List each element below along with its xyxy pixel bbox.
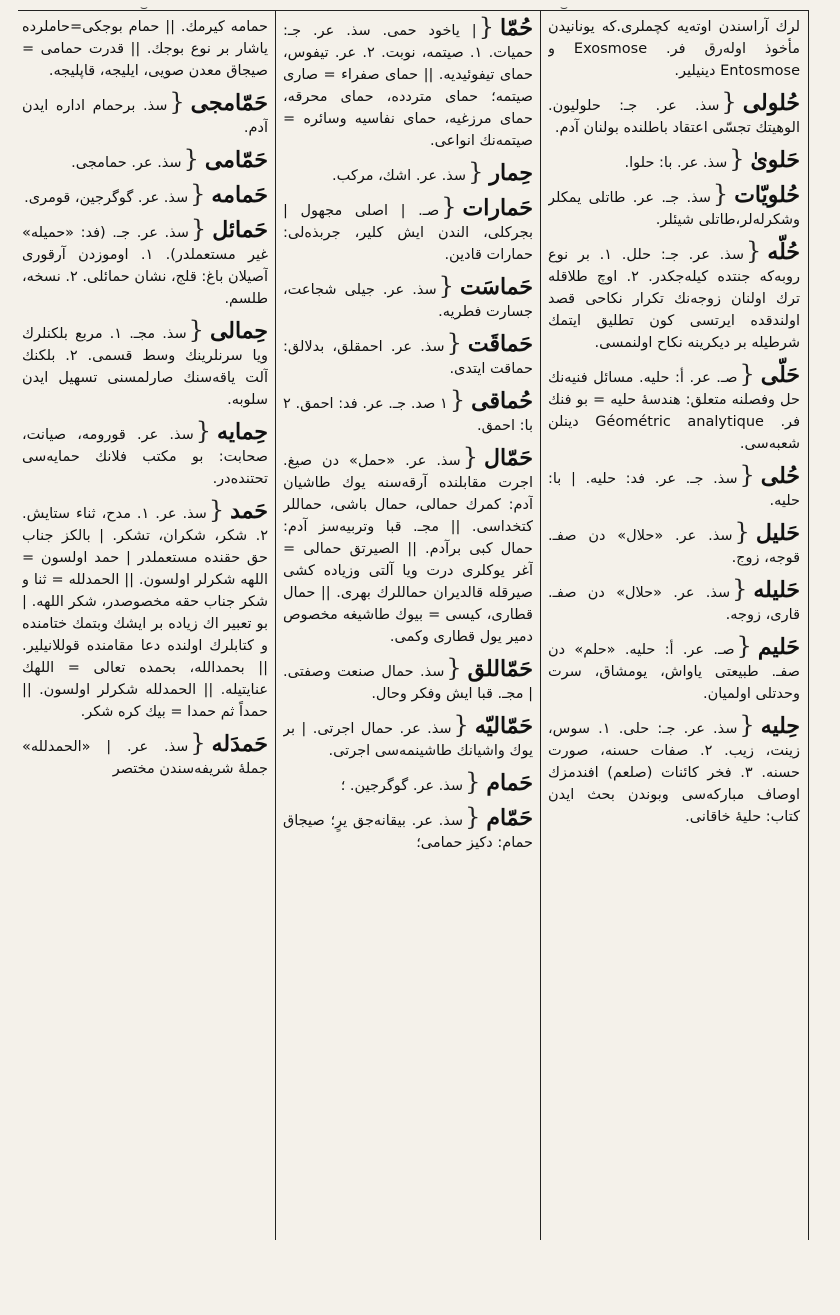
column-divider-2	[540, 10, 541, 1240]
entry-definition: سذ. عر. جيلى شجاعت، جسارت فطريه.	[283, 282, 533, 320]
brace-glyph: {	[478, 16, 494, 41]
entry-definition: ١ صد. جـ. عر. فد: احمق. ٢ با: احمق.	[283, 396, 533, 434]
brace-glyph: {	[721, 88, 737, 116]
entry-definition: سذ. جـ. عر. طاتلى يمكلر وشكرلەلر،طاتلى شيئلر.	[548, 190, 800, 228]
entry-definition: سذ. عر. گوگرجين، قومرى.	[24, 190, 189, 206]
entry-headword: حَمد	[230, 498, 268, 524]
entry-headword: حَمارات	[462, 195, 533, 221]
brace-glyph: {	[739, 360, 755, 388]
brace-glyph: {	[190, 180, 206, 208]
column-divider-1	[275, 10, 276, 1240]
entry-headword: حِليه	[760, 713, 800, 739]
entry-headword: حِمايه	[217, 419, 268, 445]
entry-headword: حَماقَت	[467, 331, 533, 357]
entry-headword: حُلى	[760, 463, 800, 489]
entry-headword: حِمالى	[209, 318, 268, 344]
entry-definition: سذ. حمال صنعت وصفتى. | مجـ. قبا ايش وفكر وحال.	[283, 664, 533, 702]
entry-definition: صـ. عر. أ: حليه. مسائل فنيەنك حل وفصلنە متعلق: هندسهٔ حليه = بو فنك فر. Géométric analytique دينلن شعبەسى.	[548, 370, 800, 452]
entry-headword: حَليم	[757, 634, 800, 660]
top-mark-left: ⌣	[140, 0, 148, 14]
entry-definition: | ياخود حمى. سذ. عر. جـ: حميات. ١. صيتمه، نوبت. ٢. عر. تيفوس، حماى تيفوئيديه. || حماى صفراء = صارى صيتمه؛ حماى متردده، حماى محرقه، حماى مرزغيه، حماى نفاسيه وسائره = صيتمەنك انواعى.	[283, 23, 533, 149]
dictionary-entry	[283, 158, 533, 187]
dictionary-entry	[283, 193, 533, 266]
entry-headword: حَمّامجى	[190, 90, 268, 116]
brace-glyph: {	[746, 237, 762, 265]
dictionary-entry	[22, 16, 268, 82]
entry-headword: حَمّاليّه	[474, 713, 533, 739]
brace-glyph: {	[729, 145, 745, 173]
brace-glyph: {	[441, 193, 457, 221]
entry-definition: سذ. مجـ. ١. مربع بلكنلرك ويا سرنلرينك وسط قسمى. ٢. بلكنك آلت ياقەسنك صارلمسنى تسهيل ايدن سلوبه.	[22, 326, 268, 408]
entry-headword: حَمدَله	[211, 731, 268, 757]
entry-definition: صـ. | اصلى مجهول | بجركلى، الندن ايش كلير، جربذەلى: حمارات قادين.	[283, 203, 533, 263]
entry-headword: حَمائل	[212, 217, 268, 243]
column-middle	[283, 16, 533, 1246]
dictionary-entry	[548, 88, 800, 139]
brace-glyph: {	[465, 768, 481, 796]
brace-glyph: {	[739, 711, 755, 739]
entry-headword: حَليله	[753, 577, 800, 603]
brace-glyph: {	[732, 575, 748, 603]
entry-headword: حُلّه	[767, 239, 800, 265]
dictionary-entry	[22, 417, 268, 490]
brace-glyph: {	[195, 417, 212, 445]
entry-definition: سذ. عر. | «الحمدلله» جملهٔ شريفەسندن مختصر	[22, 739, 268, 777]
entry-definition: سذ. برحمام ادارە ايدن آدم.	[22, 98, 268, 136]
brace-glyph: {	[190, 729, 206, 757]
brace-glyph: {	[468, 158, 484, 186]
brace-glyph: {	[208, 496, 225, 524]
dictionary-entry	[22, 180, 268, 209]
column-left	[22, 16, 268, 1246]
brace-glyph: {	[739, 461, 755, 489]
entry-headword: حُلويّات	[734, 182, 800, 208]
dictionary-entry	[22, 88, 268, 139]
brace-glyph: {	[736, 632, 752, 660]
entry-definition: سذ. عر. حمال اجرتى. | بر يوك واشيانك طاشينمەسى اجرتى.	[283, 721, 533, 759]
entry-definition: سذ. عر. «حلال» دن صفـ. قوجه، زوج.	[548, 528, 800, 566]
entry-headword: حُماقى	[471, 388, 533, 414]
dictionary-entry	[548, 575, 800, 626]
brace-glyph: {	[183, 145, 199, 173]
entry-definition: سذ. عر. «حلال» دن صفـ. قارى، زوجه.	[548, 585, 800, 623]
entry-definition: سذ. عر. جـ: حلل. ١. بر نوع روبەکە جنتدە کیلەجکدر. ٢. اوچ طلاقلە ترك اولنان زوجەنك تكرار نكاحى قصد اولندقدە ايرتسى كون تطليق ايتمك شرطيلە بر ديكرينە نكاح اولنمسى.	[548, 247, 800, 351]
brace-glyph: {	[465, 803, 481, 831]
dictionary-entry	[283, 16, 533, 152]
brace-glyph: {	[190, 215, 207, 243]
entry-headword: حُلولی	[742, 90, 800, 116]
entry-headword: حَمّام	[486, 805, 533, 831]
entry-headword: حَلوىٰ	[750, 147, 800, 173]
entry-definition: سذ. عر. با: حلوا.	[624, 155, 728, 171]
dictionary-entry	[283, 768, 533, 797]
dictionary-entry	[283, 711, 533, 762]
entry-headword: حَمّامى	[204, 147, 268, 173]
entry-definition: سذ. عر. جـ: حلوليون. الوهيتك تجسّى اعتقاد باطلنده بولنان آدم.	[548, 98, 800, 136]
brace-glyph: {	[453, 711, 469, 739]
entry-definition: سذ. عر. جـ: حلى. ١. سوس، زينت، زيب. ٢. صفات حسنه، صورت حسنه. ٣. فخر كائنات (صلعم) افندمزك اوصاف مباركەسى وبوندن بحث ايدن كتاب: حليهٔ خاقانى.	[548, 721, 800, 825]
dictionary-entry	[548, 180, 800, 231]
brace-glyph: {	[446, 654, 462, 682]
brace-glyph: {	[712, 180, 729, 208]
dictionary-entry	[283, 272, 533, 323]
entry-definition: سذ. عر. احمقلق، بدلالق: حماقت ايتدى.	[283, 339, 533, 377]
entry-definition: سذ. عر. گوگرجين. ؛	[340, 778, 464, 794]
entry-definition: سذ. عر. بيقانەجق يرٍ؛ صيجاق حمام: دكيز حمامى؛	[283, 813, 533, 851]
entry-headword: حُمّا	[499, 16, 533, 41]
brace-glyph: {	[446, 329, 462, 357]
entry-definition: سذ. عر. حمامجى.	[71, 155, 182, 171]
entry-headword: حَمّال	[483, 445, 533, 471]
dictionary-entry	[548, 461, 800, 512]
brace-glyph: {	[188, 316, 204, 344]
entry-headword: حَلّى	[760, 362, 800, 388]
entry-definition: سذ. عر. اشك، مركب.	[332, 168, 467, 184]
dictionary-entry	[548, 145, 800, 174]
entry-headword: حَمامه	[211, 182, 268, 208]
entry-headword: حِمار	[489, 160, 533, 186]
brace-glyph: {	[462, 443, 478, 471]
entry-definition: لرك آراسندن اوتەيە کچملری.کە یونانیدن مأخوذ اولەرق فر. Exosmose و Entosmose دینیلیر.	[548, 19, 800, 79]
entry-headword: حَماسَت	[459, 274, 533, 300]
dictionary-entry	[548, 518, 800, 569]
entry-definition: سذ. عر. ١. مدح، ثناء ستايش. ٢. شكر، شكران، تشكر. | بالكز جناب حق حقندە مستعملدر | حمد اولسون = اللهه شكرلر اولسون. || الحمدلله = ثنا و شكر جناب حقە مخصوصدر، شكر اللهه. | بو تعبير اك زيادە بر ايشك وبتمك ختامندە و كتابلرك اولندە دعا مقامندە قوللانيلير. || بحمدالله، بحمده تعالى = اللهك عنايتيلە. || الحمدلله شكرلر اولسون. || حمداً ثم حمدا = بيك كره شكر.	[22, 506, 268, 720]
brace-glyph: {	[169, 88, 185, 116]
entry-definition: سذ. عر. قورومه، صيانت، صحابت: بو مكتب فلانك حمايەسى تحتندەدر.	[22, 427, 268, 487]
entry-headword: حَمّاللق	[467, 656, 533, 682]
dictionary-entry	[22, 496, 268, 723]
brace-glyph: {	[438, 272, 454, 300]
dictionary-entry	[548, 16, 800, 82]
column-divider-right	[808, 10, 809, 1240]
dictionary-entry	[22, 729, 268, 780]
dictionary-entry	[22, 145, 268, 174]
dictionary-entry	[283, 443, 533, 648]
dictionary-entry	[548, 632, 800, 705]
dictionary-entry	[548, 360, 800, 455]
top-mark-right: ⌣	[560, 0, 568, 14]
dictionary-entry	[283, 654, 533, 705]
dictionary-entry	[283, 803, 533, 854]
dictionary-entry	[548, 711, 800, 828]
entry-definition: سذ. جـ. عر. فد: حليه. | با: حليه.	[548, 471, 800, 509]
entry-headword: حَليل	[755, 520, 800, 546]
dictionary-entry	[22, 316, 268, 411]
top-rule	[18, 10, 808, 11]
column-right	[548, 16, 800, 1246]
dictionary-entry	[22, 215, 268, 310]
brace-glyph: {	[449, 386, 466, 414]
dictionary-entry	[548, 237, 800, 354]
entry-definition: سذ. عر. «حمل» دن صيغ. اجرت مقابلندە آرقەسنە يوك طاشيان آدم: كمرك حمالى، حمال باشى، حماللر كتخداسى. || مجـ. قبا وتربيەسز آدم: حمال كبى برآدم. || الصيرتق حمالى = آغر يوكلرى درت ويا آلتى وزيادە كشى صيرقلە قالديران حماللرك بهرى. || حمال قطارى، كيسى = بيوك طاشيغە مخصوص دمير يول قطارى وكمى.	[283, 453, 533, 645]
entry-definition: صـ. عر. أ: حليه. «حلم» دن صفـ. طبيعتى ياواش، يومشاق، سرت وحدتلى اولميان.	[548, 642, 800, 702]
entry-headword: حَمام	[486, 770, 533, 796]
dictionary-entry	[283, 386, 533, 437]
dictionary-entry	[283, 329, 533, 380]
brace-glyph: {	[734, 518, 750, 546]
entry-definition: سذ. عر. جـ. (فد: «حميله» غير مستعملدر). ١. اوموزدن آرقورى آصيلان باغ: قلج، نشان حمائلى. ٢. نسخه، طلسم.	[22, 225, 268, 307]
entry-definition: حمامه كيرمك. || حمام بوجكى=حاملردە ياشار بر نوع بوجك. || قدرت حمامى = صيجاق معدن صويى، ايليجه، قاپليجه.	[22, 19, 268, 79]
